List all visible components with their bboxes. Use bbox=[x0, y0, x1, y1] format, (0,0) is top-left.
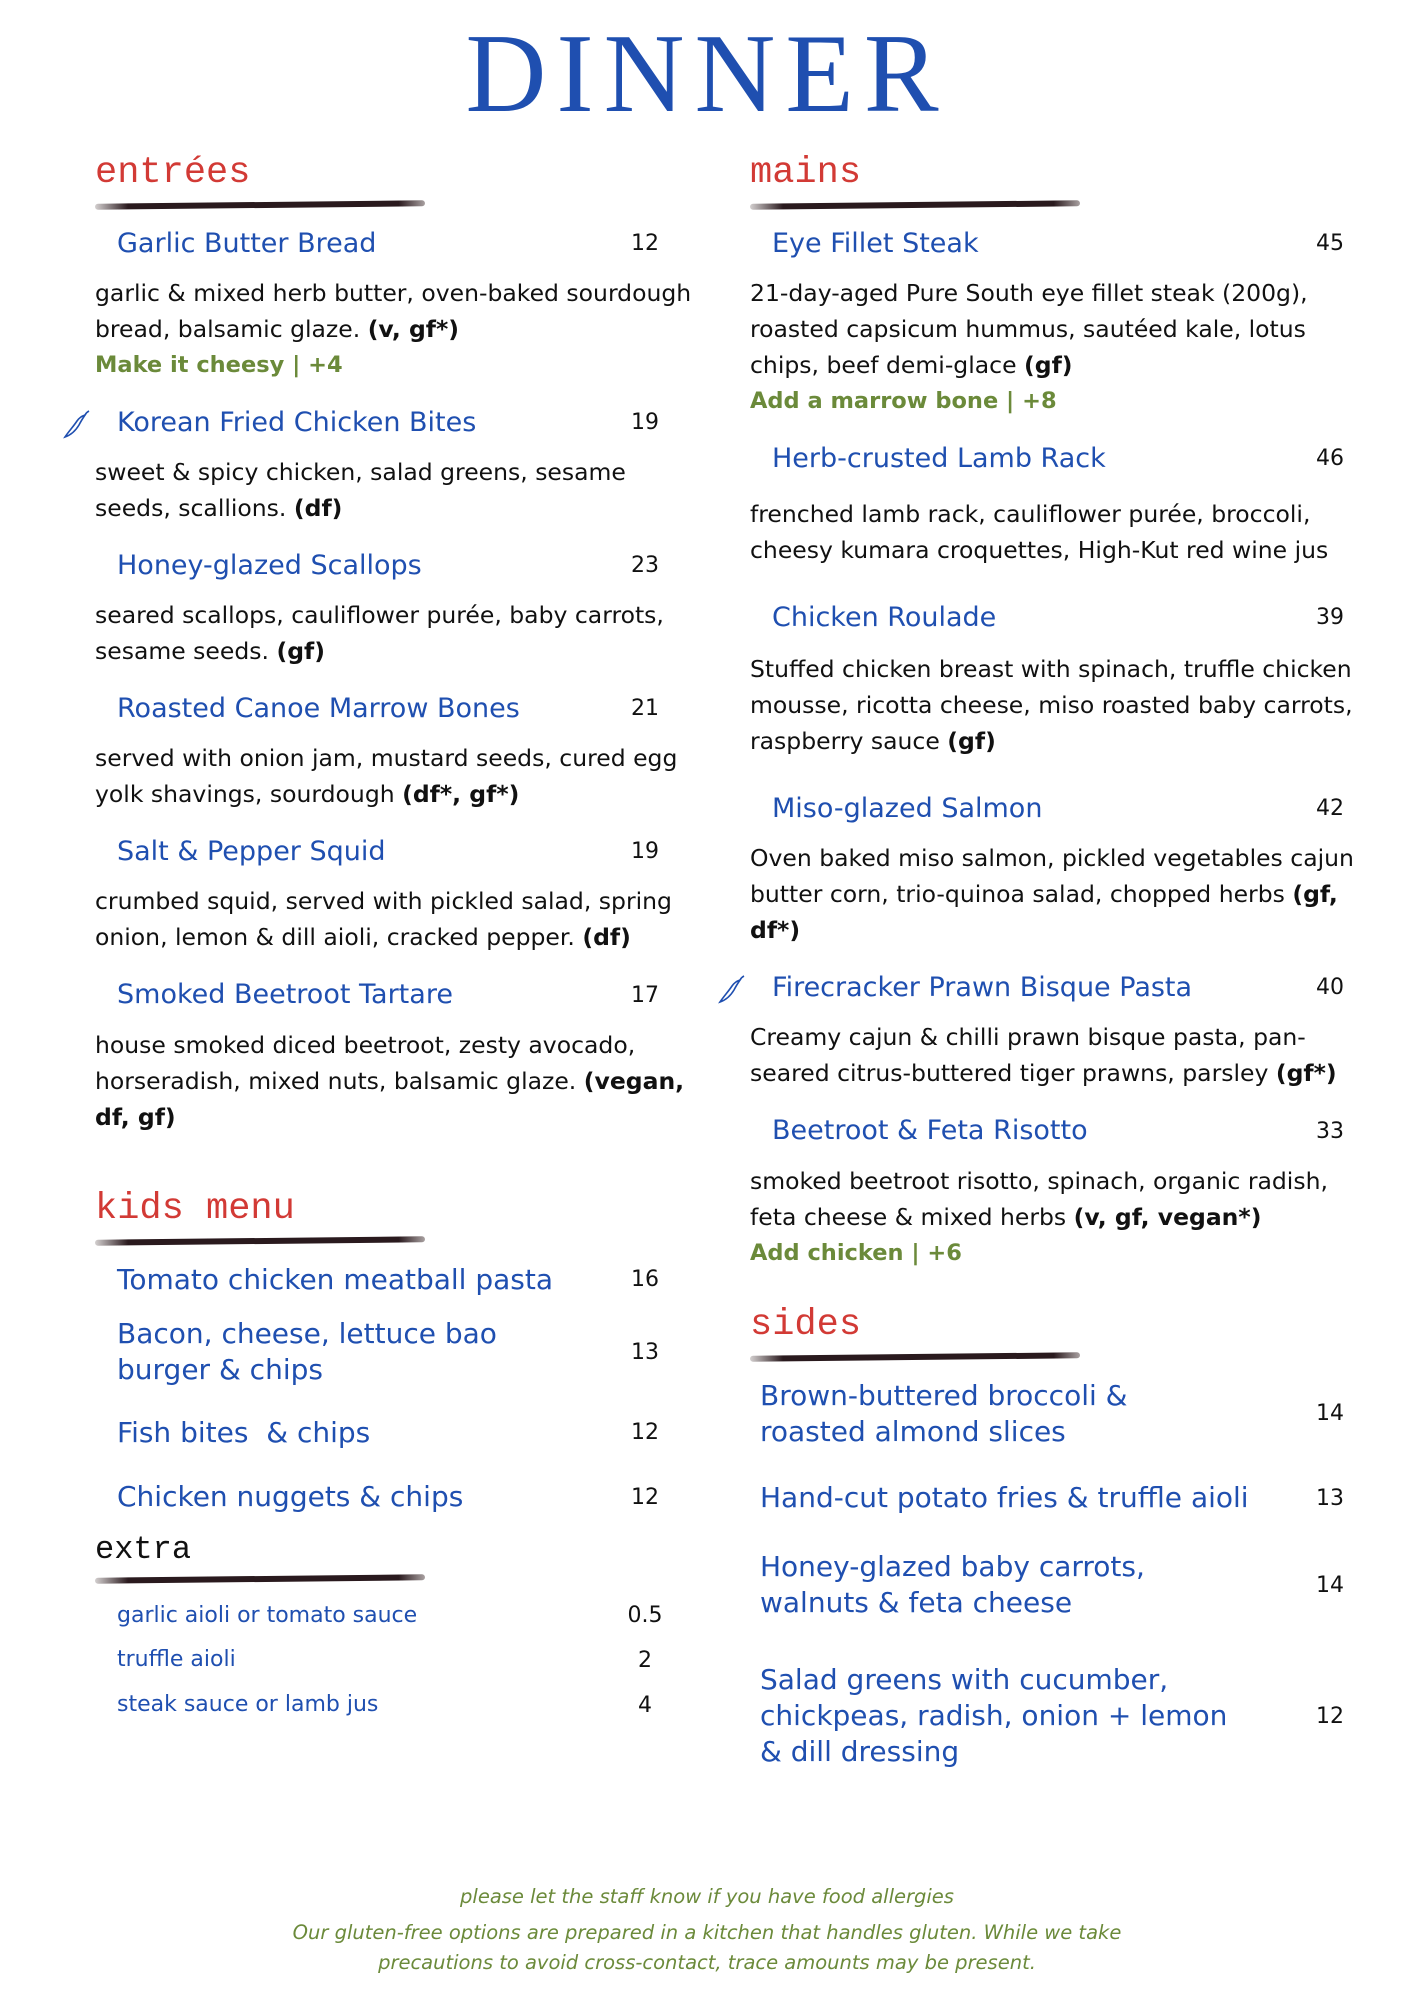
item-description bbox=[750, 651, 1370, 759]
item-price: 12 bbox=[631, 231, 659, 257]
item-name: Roasted Canoe Marrow Bones bbox=[117, 693, 520, 725]
dietary-tags: (df) bbox=[293, 494, 343, 523]
item-price: 16 bbox=[631, 1267, 659, 1293]
item-name: Salt & Pepper Squid bbox=[117, 836, 386, 868]
brush-divider bbox=[95, 1236, 425, 1245]
item-price: 14 bbox=[1316, 1572, 1344, 1598]
item-price: 14 bbox=[1316, 1401, 1344, 1427]
item-name: steak sauce or lamb jus bbox=[117, 1691, 379, 1717]
menu-item bbox=[95, 977, 695, 1134]
menu-item bbox=[95, 1691, 665, 1720]
menu-item bbox=[95, 1479, 665, 1515]
item-name: Honey-glazed baby carrots, walnuts & feta cheese bbox=[760, 1549, 1145, 1620]
item-description bbox=[750, 275, 1370, 383]
item-name-wrap bbox=[750, 970, 1192, 1005]
item-price: 13 bbox=[1316, 1486, 1344, 1512]
menu-item bbox=[95, 1646, 665, 1675]
menu-item bbox=[750, 1113, 1370, 1270]
footer-line: please let the staff know if you have food allergies bbox=[460, 1885, 954, 1908]
footer-line: Our gluten-free options are prepared in a kitchen that handles gluten. While we take bbox=[292, 1921, 1122, 1944]
item-name-wrap bbox=[95, 405, 476, 440]
right-column bbox=[750, 152, 1370, 1771]
item-name: Miso-glazed Salmon bbox=[772, 793, 1043, 825]
item-desc-text: Creamy cajun & chilli prawn bisque pasta, pan-seared citrus-buttered tiger prawns, parsley bbox=[750, 1023, 1306, 1088]
item-desc-text: house smoked diced beetroot, zesty avocado, horseradish, mixed nuts, balsamic glaze. bbox=[95, 1030, 636, 1095]
item-description bbox=[95, 1027, 695, 1135]
section-heading-kids: kids menu bbox=[95, 1187, 295, 1230]
item-description bbox=[750, 1163, 1370, 1235]
brush-divider bbox=[95, 1574, 425, 1583]
item-price: 17 bbox=[631, 982, 659, 1008]
chili-icon bbox=[714, 974, 746, 1006]
item-name: Herb-crusted Lamb Rack bbox=[772, 443, 1106, 475]
item-description bbox=[750, 496, 1370, 568]
item-name: Bacon, cheese, lettuce bao burger & chips bbox=[117, 1316, 497, 1387]
dietary-tags: (gf) bbox=[947, 727, 996, 756]
dietary-tags: (vegan, df, gf) bbox=[95, 1066, 685, 1131]
item-description bbox=[95, 740, 695, 812]
dietary-tags: (gf) bbox=[1024, 351, 1073, 380]
menu-item bbox=[750, 970, 1370, 1091]
menu-item bbox=[95, 691, 695, 812]
menu-item bbox=[750, 226, 1370, 419]
item-desc-text: seared scallops, cauliflower purée, baby carrots, sesame seeds. bbox=[95, 601, 664, 666]
menu-item bbox=[750, 1662, 1355, 1771]
item-name: Garlic Butter Bread bbox=[117, 228, 377, 259]
item-price: 39 bbox=[1316, 605, 1344, 631]
item-price: 46 bbox=[1316, 446, 1344, 472]
item-name: Hand-cut potato fries & truffle aioli bbox=[760, 1481, 1249, 1515]
item-price: 13 bbox=[631, 1339, 659, 1365]
item-description bbox=[750, 840, 1370, 948]
item-desc-text: smoked beetroot risotto, spinach, organic radish, feta cheese & mixed herbs bbox=[750, 1166, 1328, 1231]
item-name: Smoked Beetroot Tartare bbox=[117, 979, 453, 1011]
item-desc-text: Stuffed chicken breast with spinach, truffle chicken mousse, ricotta cheese, miso roasted baby carrots, raspberry sauce bbox=[750, 655, 1353, 756]
item-desc-text: served with onion jam, mustard seeds, cured egg yolk shavings, sourdough bbox=[95, 744, 678, 809]
item-desc-text: garlic & mixed herb butter, oven-baked sourdough bread, balsamic glaze. bbox=[95, 279, 692, 344]
dietary-tags: (df*, gf*) bbox=[402, 780, 520, 809]
menu-item bbox=[750, 441, 1370, 568]
item-price: 2 bbox=[638, 1647, 652, 1673]
item-name: Chicken nuggets & chips bbox=[117, 1480, 464, 1514]
item-price: 12 bbox=[631, 1420, 659, 1446]
menu-item bbox=[95, 548, 695, 669]
item-price: 40 bbox=[1316, 975, 1344, 1001]
item-addon: Add chicken | +6 bbox=[750, 1239, 962, 1266]
item-price: 42 bbox=[1316, 796, 1344, 822]
item-name: Salad greens with cucumber, chickpeas, radish, onion + lemon & dill dressing bbox=[760, 1662, 1228, 1769]
item-name: Beetroot & Feta Risotto bbox=[772, 1115, 1088, 1147]
item-price: 45 bbox=[1316, 231, 1344, 257]
item-desc-text: sweet & spicy chicken, salad greens, sesame seeds, scallions. bbox=[95, 458, 626, 523]
item-price: 33 bbox=[1316, 1118, 1344, 1144]
menu-item bbox=[95, 405, 695, 526]
footer-line: precautions to avoid cross-contact, trace amounts may be present. bbox=[378, 1951, 1036, 1974]
item-price: 0.5 bbox=[627, 1603, 663, 1629]
item-name: Tomato chicken meatball pasta bbox=[117, 1262, 554, 1296]
menu-item bbox=[750, 1549, 1355, 1622]
item-name: Korean Fried Chicken Bites bbox=[117, 407, 477, 439]
dietary-tags: (v, gf, vegan*) bbox=[1073, 1202, 1262, 1231]
allergy-footer bbox=[0, 1882, 1414, 1978]
item-price: 21 bbox=[631, 696, 659, 722]
left-column bbox=[95, 152, 695, 1719]
item-name: Chicken Roulade bbox=[772, 602, 997, 634]
brush-divider bbox=[750, 200, 1080, 209]
item-addon: Make it cheesy | +4 bbox=[95, 352, 343, 379]
item-name: truffle aioli bbox=[117, 1647, 236, 1673]
item-price: 19 bbox=[631, 839, 659, 865]
item-price: 12 bbox=[631, 1484, 659, 1510]
menu-item bbox=[750, 1378, 1355, 1451]
dietary-tags: (gf*) bbox=[1275, 1059, 1337, 1088]
item-name: Fish bites & chips bbox=[117, 1415, 371, 1449]
item-description bbox=[750, 1019, 1370, 1091]
brush-divider bbox=[750, 1352, 1080, 1361]
item-name: Eye Fillet Steak bbox=[772, 228, 979, 259]
section-heading-entrees: entrées bbox=[95, 152, 251, 194]
dietary-tags: (gf, df*) bbox=[750, 880, 1338, 945]
menu-item bbox=[95, 1316, 665, 1389]
menu-item bbox=[750, 791, 1370, 948]
section-heading-extra: extra bbox=[95, 1530, 192, 1568]
brush-divider bbox=[95, 200, 425, 209]
item-addon: Add a marrow bone | +8 bbox=[750, 388, 1057, 415]
item-desc-text: Oven baked miso salmon, pickled vegetables cajun butter corn, trio-quinoa salad, chopped herbs bbox=[750, 844, 1354, 909]
item-price: 19 bbox=[631, 410, 659, 436]
item-description bbox=[95, 597, 695, 669]
dietary-tags: (gf) bbox=[276, 637, 325, 666]
item-name: garlic aioli or tomato sauce bbox=[117, 1602, 418, 1628]
item-description bbox=[95, 454, 695, 526]
menu-item bbox=[750, 600, 1370, 759]
item-desc-text: frenched lamb rack, cauliflower purée, broccoli, cheesy kumara croquettes, High-Kut red wine jus bbox=[750, 500, 1329, 565]
item-price: 23 bbox=[631, 553, 659, 579]
menu-title: DINNER bbox=[465, 12, 949, 136]
item-description bbox=[95, 883, 695, 955]
menu-item bbox=[95, 1415, 665, 1451]
menu-item bbox=[95, 1262, 665, 1298]
menu-item bbox=[95, 226, 695, 383]
menu-item bbox=[95, 1602, 665, 1631]
menu-item bbox=[750, 1480, 1355, 1516]
item-desc-text: crumbed squid, served with pickled salad, spring onion, lemon & dill aioli, cracked pepper. bbox=[95, 887, 672, 952]
menu-item bbox=[95, 834, 695, 955]
item-name: Firecracker Prawn Bisque Pasta bbox=[772, 972, 1193, 1004]
dietary-tags: (df) bbox=[582, 923, 631, 952]
section-heading-sides: sides bbox=[750, 1303, 862, 1346]
chili-icon bbox=[59, 409, 91, 441]
item-name: Honey-glazed Scallops bbox=[117, 550, 422, 582]
item-description bbox=[95, 275, 695, 347]
item-price: 12 bbox=[1316, 1703, 1344, 1729]
item-price: 4 bbox=[638, 1692, 652, 1718]
item-name: Brown-buttered broccoli & roasted almond slices bbox=[760, 1378, 1128, 1448]
section-heading-mains: mains bbox=[750, 152, 862, 194]
dietary-tags: (v, gf*) bbox=[367, 315, 460, 344]
item-desc-text: 21-day-aged Pure South eye fillet steak (200g), roasted capsicum hummus, sautéed kale, lotus chips, beef demi-glace bbox=[750, 279, 1308, 380]
